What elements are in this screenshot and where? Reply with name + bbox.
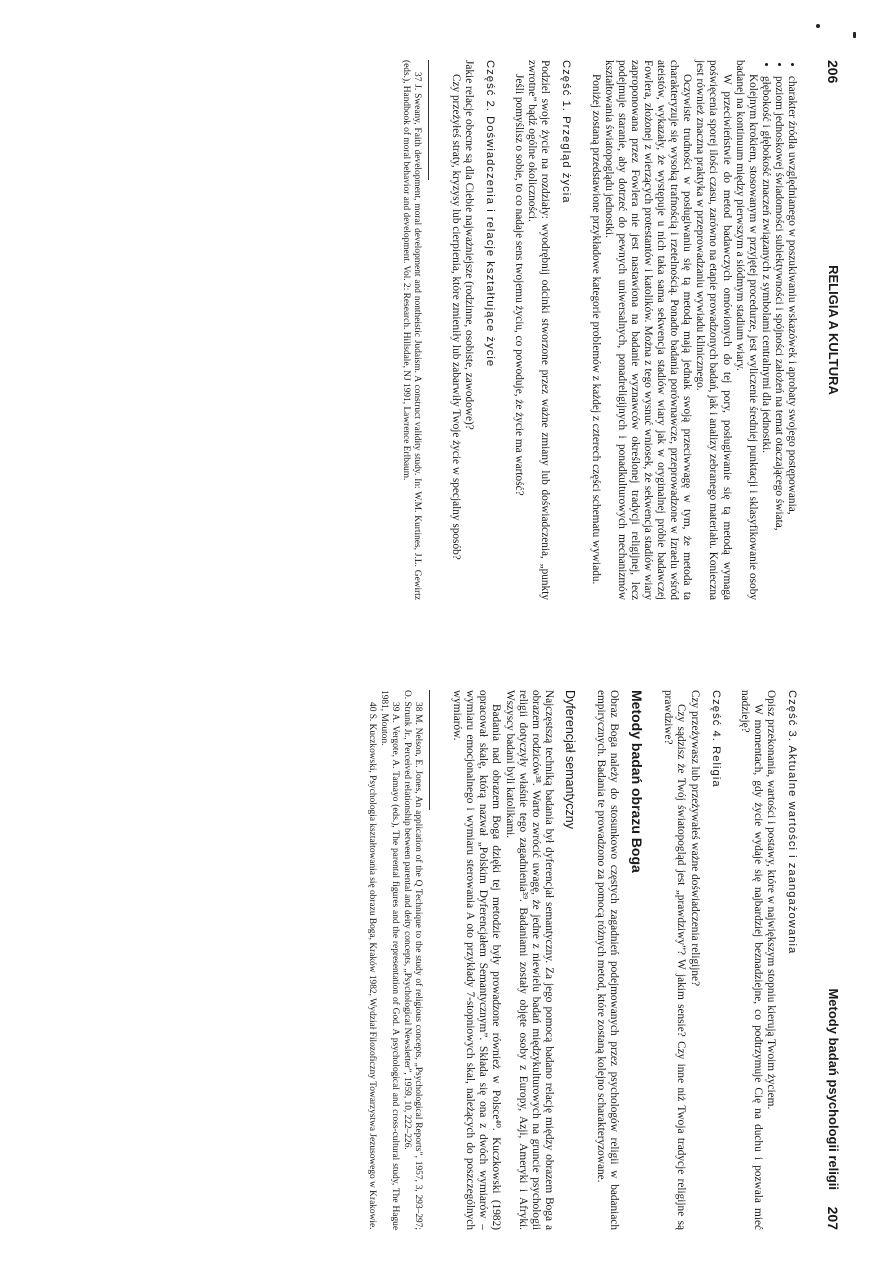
paragraph: Obraz Boga należy do stosunkowo częstych zagadnień podejmowanych przez psychologów religii w badaniach empirycznych. Badania te prowadzono za pomocą różnych metod, które zostaną kolejno scharakteryzowane.: [595, 690, 621, 1230]
right-page: [0, 650, 893, 1250]
right-page-header: [821, 690, 841, 1230]
footnote-rule: [428, 60, 429, 180]
running-title: Metody badań psychologii religii: [826, 988, 841, 1190]
bullet-item: • charakter źródła uwzględnianego w poszukiwaniu wskazówek i aprobaty swojego postępowania,: [785, 76, 798, 600]
footnote: 40 S. Kuczkowski, Psychologia kształtowania się obrazu Boga, Kraków 1982, Wydział Filozoficzny Towarzystwa Jezusowego w Krakowie.: [367, 702, 378, 1230]
paragraph: W przeciwieństwie do metod badawczych omówionych do tej pory, posługiwanie się tą metodą wymaga poświęcenia sporej ilości czasu, zarówno na etapie prowadzonych badań, jak i analizy zebranego materiału. Konieczna jest również znaczna praktyka w przeprowadzaniu wywiadu klinicznego.: [694, 60, 733, 600]
paragraph: Jakie relacje obecne są dla Ciebie najważniejsze (rodzinne, osobiste, zawodowe)?: [463, 60, 476, 430]
left-page-header: [821, 60, 841, 600]
left-page-body: [399, 60, 798, 600]
paragraph: Czy przeżyłeś straty, kryzysy lub cierpienia, które zmieniły lub zabarwiły Twoje życie w specjalny sposób?: [449, 74, 462, 560]
bullet-item: • poziom jednoskowej świadomości subiektywności i spójności założeń na temat otaczającego świata,: [772, 76, 785, 600]
right-page-body: [365, 690, 798, 1230]
paragraph: Podziel swoje życie na rozdziały: wyodrębnij odcinki stworzone przez ważne zmiany lub doświadczenia, „punkty zwrotne” bądź ogólne okoliczności.: [526, 60, 552, 600]
paragraph: Kolejnym krokiem, stosowanym w przyjętej procedurze, jest wyliczenie średniej punktacji i sklasyfikowanie osoby badanej na kontinuum między pierwszym a siódmym stadium wiary.: [733, 60, 759, 600]
bullet-list: [759, 60, 798, 600]
section-heading: Część 4. Religia: [709, 690, 722, 788]
paragraph: Jeśli pomyślisz o sobie, to co nadaje sens twojemu życiu, co powoduje, że życie ma wartość?: [513, 74, 526, 496]
running-title: RELIGIA A KULTURA: [826, 265, 841, 395]
section-heading: Część 3. Aktualne wartości i zaangażowania: [786, 690, 798, 955]
section-heading: Część 1. Przegląd życia: [560, 60, 573, 204]
footnote-rule: [429, 690, 430, 810]
footnote: 39 A. Vergote, A. Tamayo (eds.), The parental figures and the representation of God. A psychological and cross-cultural study, The Hague 1981, Mouton.: [379, 690, 401, 1230]
paragraph: Czy sądzisz że Twój światopogląd jest „prawdziwy”? W jakim sensie? Czy inne niż Twoja tradycje religijne są prawdziwe?: [662, 690, 688, 1230]
paragraph: W momentach, gdy życie wydaje się najbardziej beznadziejne, co podtrzymuje Cię na duchu i pozwala mieć nadzieję?: [738, 690, 764, 1230]
scan-speck-mark: [853, 32, 856, 38]
subsection-heading: Dyferencjał semantyczny: [562, 690, 577, 829]
paragraph: Opisz przekonania, wartości i postawy, które w największym stopniu kierują Twoim życiem.: [764, 690, 777, 1110]
chapter-heading: Metody badań obrazu Boga: [629, 690, 646, 873]
footnotes: [366, 690, 423, 1230]
page-number: 206: [825, 60, 841, 84]
paragraph: Badania nad obrazem Boga dzięki tej metodzie były prowadzone również w Polsce⁴⁰. Kuczkowski (1982) opracował skalę, którą nazwał „Polskim Dyferencjałem Semantycznym”. Składa się ona z dwóch wymiarów – wymiaru emocjonalnego i wymiaru sterowania A oto przykłady 7-stopniowych skal, należących do poszczególnych wymiarów.: [451, 690, 503, 1230]
bullet-item: • głębokość i głębokość znaczeń związanych z symbolami centralnymi dla jednostki.: [759, 76, 772, 600]
footnote: 37 J. Sweany, Faith development, moral development and nontheistic Judaism. A construct validity study. In: W.M. Kurtines, J.L. Gewirtz (eds.), Handbook of moral behavior and development. Vol. 2: Research. Hillsdale, NJ 1991, Lawrence Erlbaum.: [400, 60, 422, 600]
page-number: 207: [825, 1206, 841, 1230]
footnotes: [400, 60, 422, 600]
paragraph: Najczęstszą techniką badania był dyferencjał semantyczny. Za jego pomocą badano relację między obrazem Boga a obrazem rodziców³⁸. Warto zwrócić uwagę, że jedne z niewielu badań międzykulturowych na gruncie psychologii religii dotyczyły właśnie tego zagadnienia³⁹. Badaniami zostały objęte osoby z Europy, Azji, Ameryki i Afryki. Wszyscy badani byli katolikami.: [503, 690, 555, 1230]
paragraph: Poniżej zostaną przedstawione przykładowe kategorie problemów z każdej z czterech części schematu wywiadu.: [589, 74, 602, 585]
left-page: [0, 20, 893, 620]
scan-speck-mark: [816, 24, 820, 28]
paragraph: Czy przeżywasz lub przeżywałeś ważne doświadczenia religijne?: [688, 690, 701, 987]
paragraph: Oczywiste trudności w posługiwaniu się tą metodą mają jednak swoją przeciwwagę w tym, że metoda ta charakteryzuje się wysoką trafnością i rzetelnością. Ponadto badania porównawcze, przeprowadzone w Izraelu wśród ateistów, wykazały, że występuje u nich taka sama sekwencja stadiów wiary jak w oryginalnej próbie badawczej Fowlera, złożonej z wierzących protestantów i katolików. Można z tego wysnuć wniosek, że sekwencja stadiów wiary zaproponowana przez Fowlera nie jest nastawiona na badanie wyznawców określonej tradycji religijnej, lecz podejmuje staranie, aby dotrzeć do pewnych uniwersalnych, ponadreligijnych i ponadkulturowych mechanizmów kształtowania światopoglądu jednostki.: [602, 60, 694, 600]
section-heading: Część 2. Doświadczenia i relacje kształtujące życie: [484, 60, 497, 368]
footnote: 38 M. Nelson, E. Jones, An application of the Q Technique to the study of religious concepts, „Psychological Reports”, 1957, 3, 293–297; O. Strunk Jr., Perceived relationship between parental and deity concepts, „Psychological Newsletter”, 1959, 10, 222–226.: [402, 690, 424, 1230]
